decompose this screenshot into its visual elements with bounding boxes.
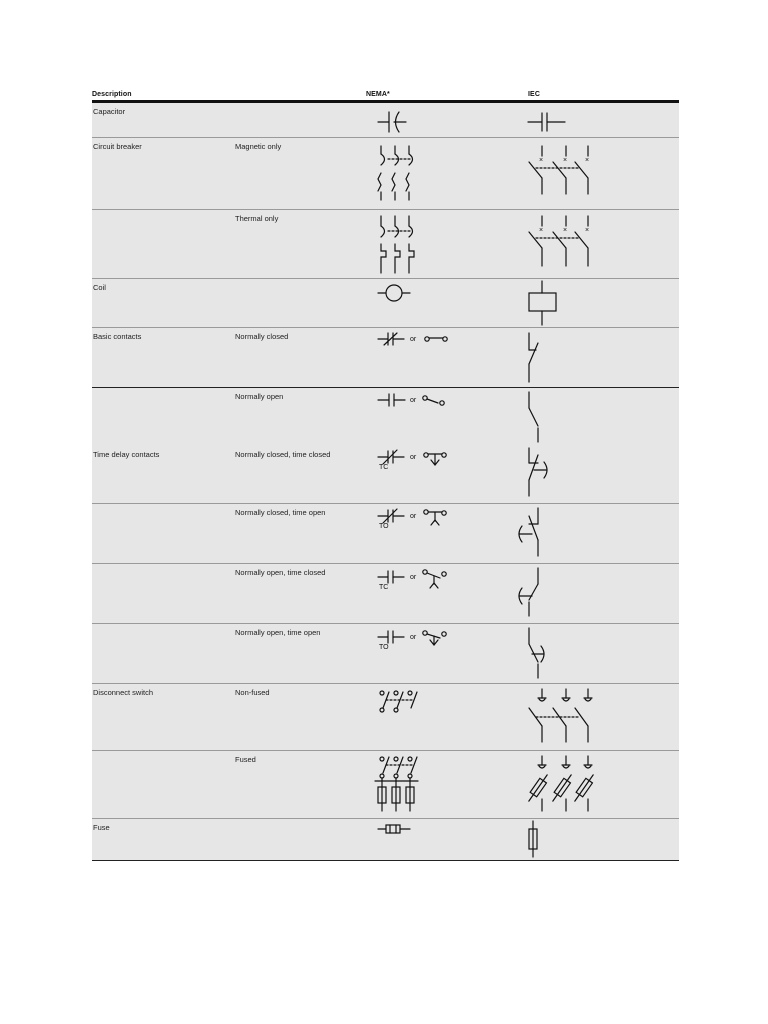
nema-no-time-closed-symbol	[378, 570, 446, 591]
table-row-capacitor	[92, 103, 679, 138]
nema-disconnect-fused-symbol	[375, 757, 418, 811]
header-description: Description	[92, 91, 132, 98]
nema-breaker-magnetic-symbol	[378, 146, 413, 200]
iec-breaker-magnetic-symbol	[529, 146, 589, 194]
table-row-no-time-closed	[92, 564, 679, 624]
capacitor-symbols	[92, 103, 679, 137]
row-subtype-2: Normally closed, time closed	[235, 450, 331, 459]
table-row-disconnect-fused	[92, 751, 679, 819]
table-row-nc-time-open	[92, 504, 679, 564]
iec-capacitor-symbol	[528, 113, 565, 131]
svg-text:×: ×	[539, 157, 544, 164]
iec-nc-symbol	[529, 333, 538, 382]
row-subtype: Non-fused	[235, 688, 270, 697]
normally-closed-symbols	[92, 328, 679, 387]
nema-no-time-open-symbol	[378, 631, 446, 651]
table-row-circuit-breaker-thermal	[92, 210, 679, 279]
row-subtype: Normally closed	[235, 332, 289, 341]
nema-fuse-symbol	[378, 825, 410, 833]
nema-no-symbol	[378, 394, 444, 406]
svg-text:or: or	[410, 634, 417, 641]
symbol-table	[92, 90, 679, 861]
table-row-disconnect-non-fused	[92, 684, 679, 751]
row-description: Time delay contacts	[93, 450, 160, 459]
no-time-closed-symbols	[92, 564, 679, 623]
nema-coil-symbol	[378, 285, 410, 301]
row-subtype: Normally open	[235, 392, 284, 401]
row-description: Circuit breaker	[93, 142, 142, 151]
iec-no-time-closed-symbol	[519, 568, 538, 616]
table-header	[92, 90, 679, 103]
table-row-fuse	[92, 819, 679, 861]
svg-text:TC: TC	[379, 584, 389, 591]
table-row-basic-contacts	[92, 328, 679, 388]
row-description: Basic contacts	[93, 332, 142, 341]
nema-nc-time-open-symbol	[378, 509, 446, 530]
svg-text:TC: TC	[379, 464, 389, 471]
svg-text:×: ×	[585, 227, 590, 234]
svg-text:×: ×	[539, 227, 544, 234]
svg-text:or: or	[410, 454, 417, 461]
disconnect-fused-symbols	[92, 751, 679, 818]
iec-fuse-symbol	[529, 821, 537, 857]
table-row-no-time-open	[92, 624, 679, 684]
row-subtype: Normally open, time open	[235, 628, 321, 637]
iec-coil-symbol	[529, 281, 556, 325]
header-iec: IEC	[528, 91, 540, 98]
svg-text:or: or	[410, 397, 417, 404]
iec-breaker-thermal-symbol	[529, 216, 589, 266]
row-subtype: Thermal only	[235, 214, 279, 223]
iec-no-symbol	[529, 392, 538, 442]
circuit-breaker-thermal-symbols	[92, 210, 679, 278]
row-subtype: Fused	[235, 755, 256, 764]
iec-nc-time-closed-symbol	[529, 448, 547, 496]
iec-no-time-open-symbol	[529, 628, 544, 678]
row-subtype: Magnetic only	[235, 142, 282, 151]
table-row-coil	[92, 279, 679, 328]
row-subtype: Normally open, time closed	[235, 568, 326, 577]
table-row-circuit-breaker-magnetic	[92, 138, 679, 210]
row-description: Coil	[93, 283, 106, 292]
no-time-open-symbols	[92, 624, 679, 683]
nema-nc-symbol	[378, 333, 447, 345]
time-delay-symbols	[92, 388, 679, 503]
row-description: Fuse	[93, 823, 110, 832]
svg-text:×: ×	[563, 227, 568, 234]
svg-text:or: or	[410, 574, 417, 581]
nema-nc-time-closed-symbol	[378, 450, 446, 471]
fuse-symbols	[92, 819, 679, 860]
table-row-time-delay-contacts	[92, 388, 679, 504]
coil-symbols	[92, 279, 679, 327]
iec-nc-time-open-symbol	[519, 508, 538, 556]
svg-text:×: ×	[585, 157, 590, 164]
svg-text:×: ×	[563, 157, 568, 164]
svg-text:TO: TO	[379, 523, 389, 530]
row-description: Disconnect switch	[93, 688, 154, 697]
disconnect-non-fused-symbols	[92, 684, 679, 750]
row-subtype: Normally closed, time open	[235, 508, 326, 517]
svg-text:or: or	[410, 336, 417, 343]
iec-disconnect-non-fused-symbol	[529, 689, 592, 742]
nema-capacitor-symbol	[378, 112, 406, 132]
nema-breaker-thermal-symbol	[381, 216, 414, 273]
circuit-breaker-magnetic-symbols	[92, 138, 679, 209]
nema-disconnect-non-fused-symbol	[380, 691, 417, 712]
header-nema: NEMA*	[366, 91, 390, 98]
iec-disconnect-fused-symbol	[526, 756, 597, 811]
svg-text:TO: TO	[379, 644, 389, 651]
nc-time-open-symbols	[92, 504, 679, 563]
row-description: Capacitor	[93, 107, 126, 116]
svg-text:or: or	[410, 513, 417, 520]
